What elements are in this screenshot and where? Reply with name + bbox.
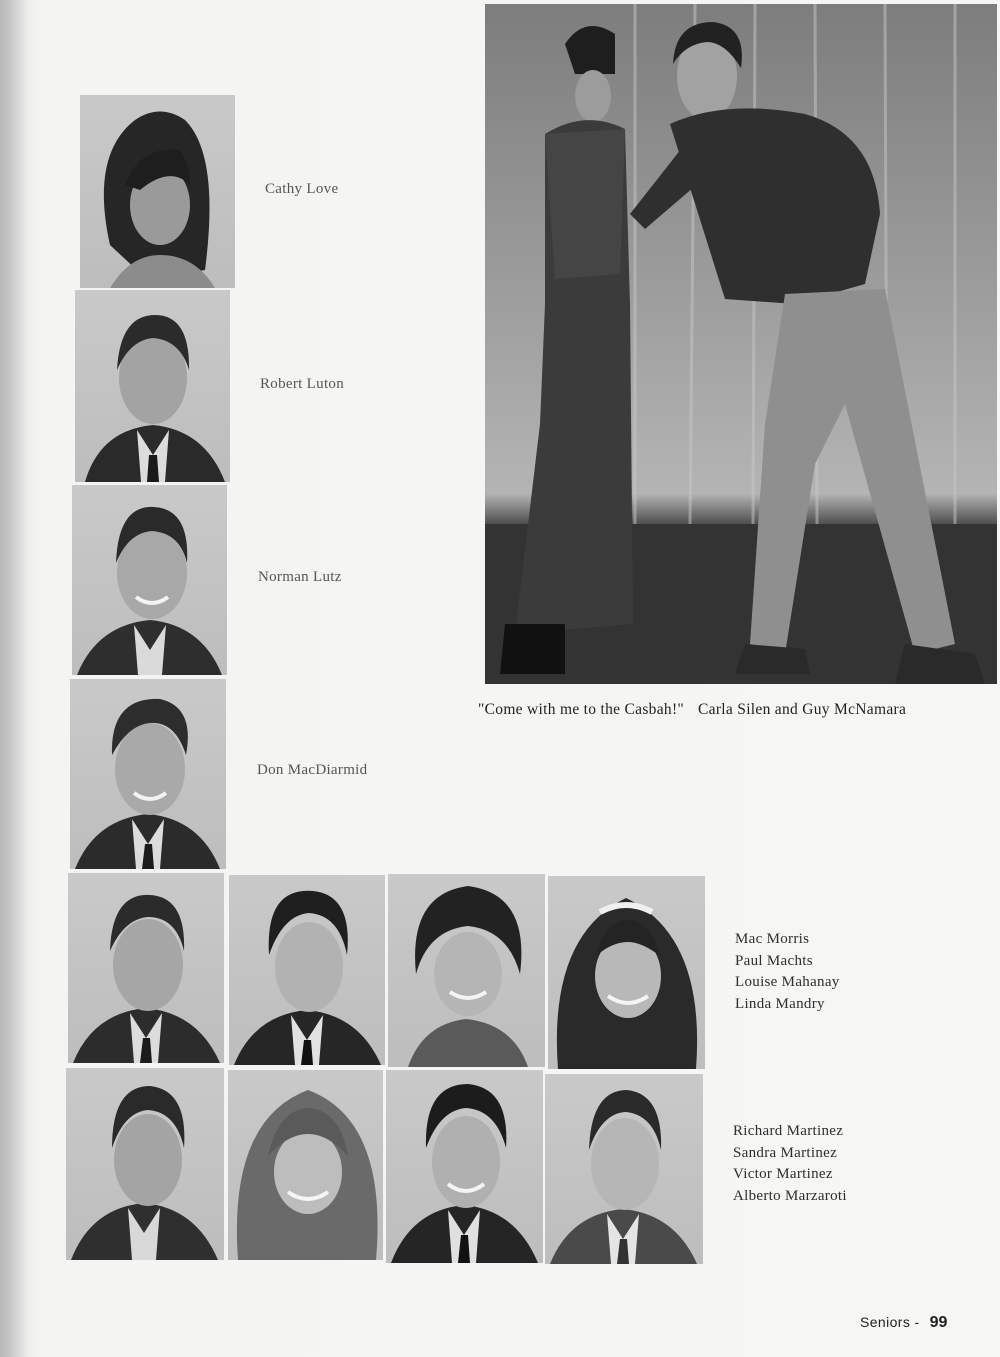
portrait-paul-machts xyxy=(229,875,385,1065)
name-label: Mac Morris xyxy=(735,931,810,947)
binding-shadow xyxy=(0,0,28,1357)
name-label: Linda Mandry xyxy=(735,995,825,1012)
name-label: Richard Martinez xyxy=(733,1123,844,1139)
portrait-mac-morris xyxy=(68,873,224,1063)
stage-photo xyxy=(485,4,997,684)
page-number: 99 xyxy=(929,1314,948,1331)
portrait-victor-martinez xyxy=(386,1070,543,1263)
portrait-norman-lutz xyxy=(72,485,227,675)
portrait-don-macdiarmid xyxy=(70,679,226,869)
portrait-cathy-love xyxy=(80,95,235,288)
name-label: Louise Mahanay xyxy=(735,974,840,990)
name-label: Robert Luton xyxy=(260,376,345,392)
portrait-linda-mandry xyxy=(548,876,705,1069)
section-label: Seniors - xyxy=(860,1314,920,1330)
name-label: Sandra Martinez xyxy=(733,1144,838,1161)
name-label: Norman Lutz xyxy=(258,569,342,585)
photo-caption xyxy=(478,701,906,719)
caption-quote: "Come with me to the Casbah!" xyxy=(478,701,685,718)
page-footer xyxy=(860,1314,947,1332)
portrait-sandra-martinez xyxy=(228,1070,383,1260)
portrait-richard-martinez xyxy=(66,1068,224,1260)
row1-name-list xyxy=(735,929,840,1015)
portrait-louise-mahanay xyxy=(388,874,545,1067)
name-label: Alberto Marzaroti xyxy=(733,1187,847,1204)
portrait-robert-luton xyxy=(75,290,230,482)
name-label: Victor Martinez xyxy=(733,1166,833,1182)
name-label: Paul Machts xyxy=(735,952,813,969)
row2-name-list xyxy=(733,1121,847,1207)
name-label: Cathy Love xyxy=(265,181,339,197)
portrait-alberto-marzaroti xyxy=(545,1074,703,1264)
caption-names: Carla Silen and Guy McNamara xyxy=(698,701,907,718)
name-label: Don MacDiarmid xyxy=(257,762,368,778)
